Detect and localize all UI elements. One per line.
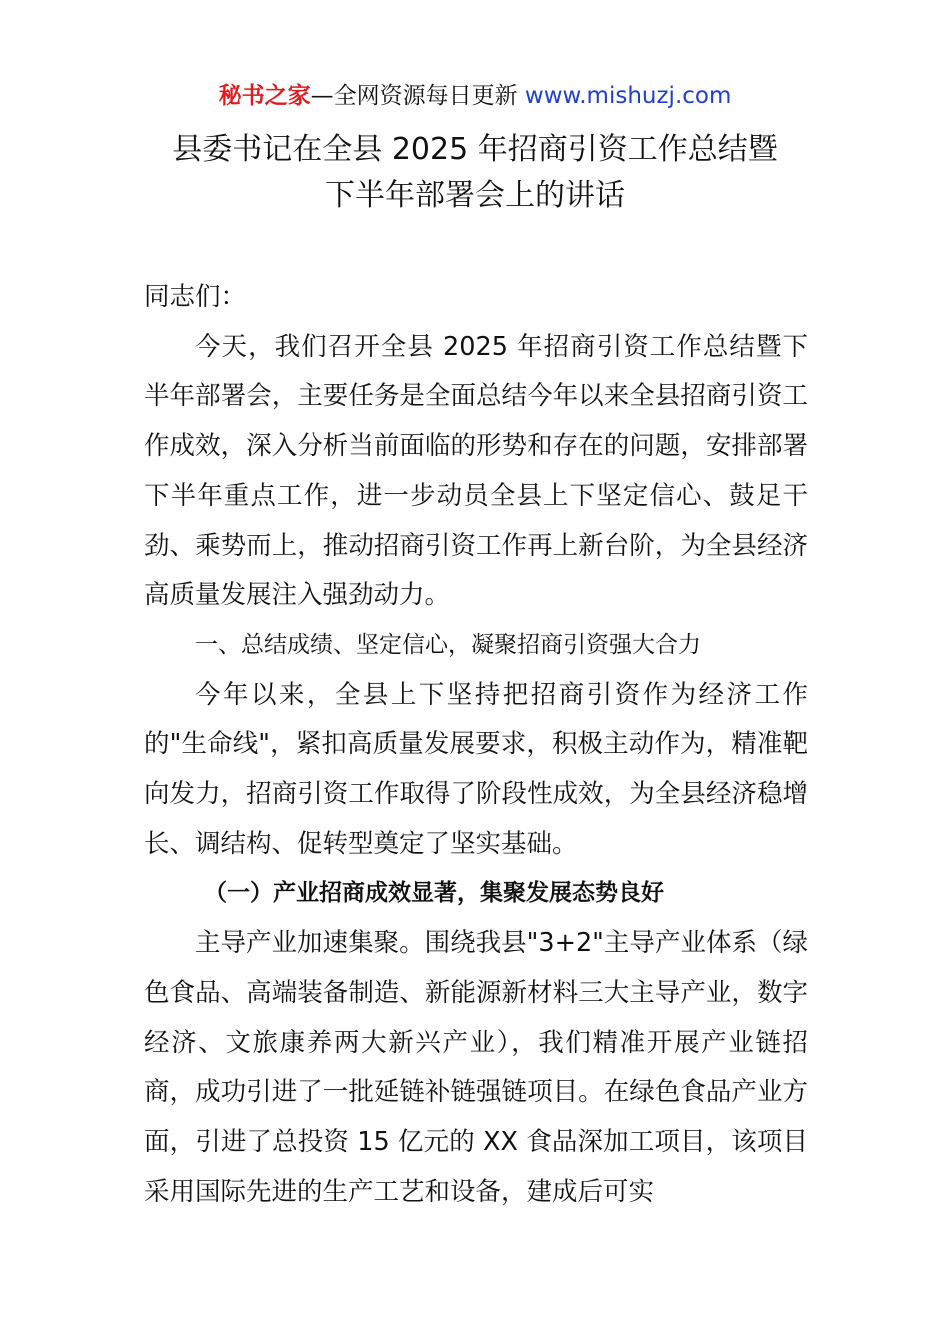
site-url-link[interactable]: www.mishuzj.com [524,83,732,109]
site-banner [0,80,950,112]
brand-name: 秘书之家 [218,83,311,109]
paragraph-intro: 今天，我们召开全县 2025 年招商引资工作总结暨下半年部署会，主要任务是全面总结今年以来全县招商引资工作成效，深入分析当前面临的形势和存在的问题，安排部署下半年重点工作，进一步动员全县上下坚定信心、鼓足干劲、乘势而上，推动招商引资工作再上新台阶，为全县经济高质量发展注入强劲动力。 [144,331,808,611]
salutation: 同志们： [144,282,247,312]
title-line-1: 县委书记在全县 2025 年招商引资工作总结暨 [172,132,778,167]
title-line-2: 下半年部署会上的讲话 [325,178,625,213]
paragraph-industry: 主导产业加速集聚。围绕我县"3+2"主导产业体系（绿色食品、高端装备制造、新能源新材料三大主导产业，数字经济、文旅康养两大新兴产业），我们精准开展产业链招商，成功引进了一批延链补链强链项目。在绿色食品产业方面，引进了总投资 15 亿元的 XX 食品深加工项目，该项目采用国际先进的生产工艺和设备，建成后可实 [144,928,808,1207]
section-heading-1: 一、总结成绩、坚定信心，凝聚招商引资强大合力 [195,631,701,658]
subsection-heading-1: （一）产业招商成效显著，集聚发展态势良好 [204,880,664,907]
document-title [0,127,950,219]
banner-tagline: —全网资源每日更新 [310,83,525,109]
document-body [144,273,808,1217]
paragraph-achievements: 今年以来，全县上下坚持把招商引资作为经济工作的"生命线"，紧扣高质量发展要求，积极主动作为，精准靶向发力，招商引资工作取得了阶段性成效，为全县经济稳增长、调结构、促转型奠定了坚实基础。 [144,679,808,859]
